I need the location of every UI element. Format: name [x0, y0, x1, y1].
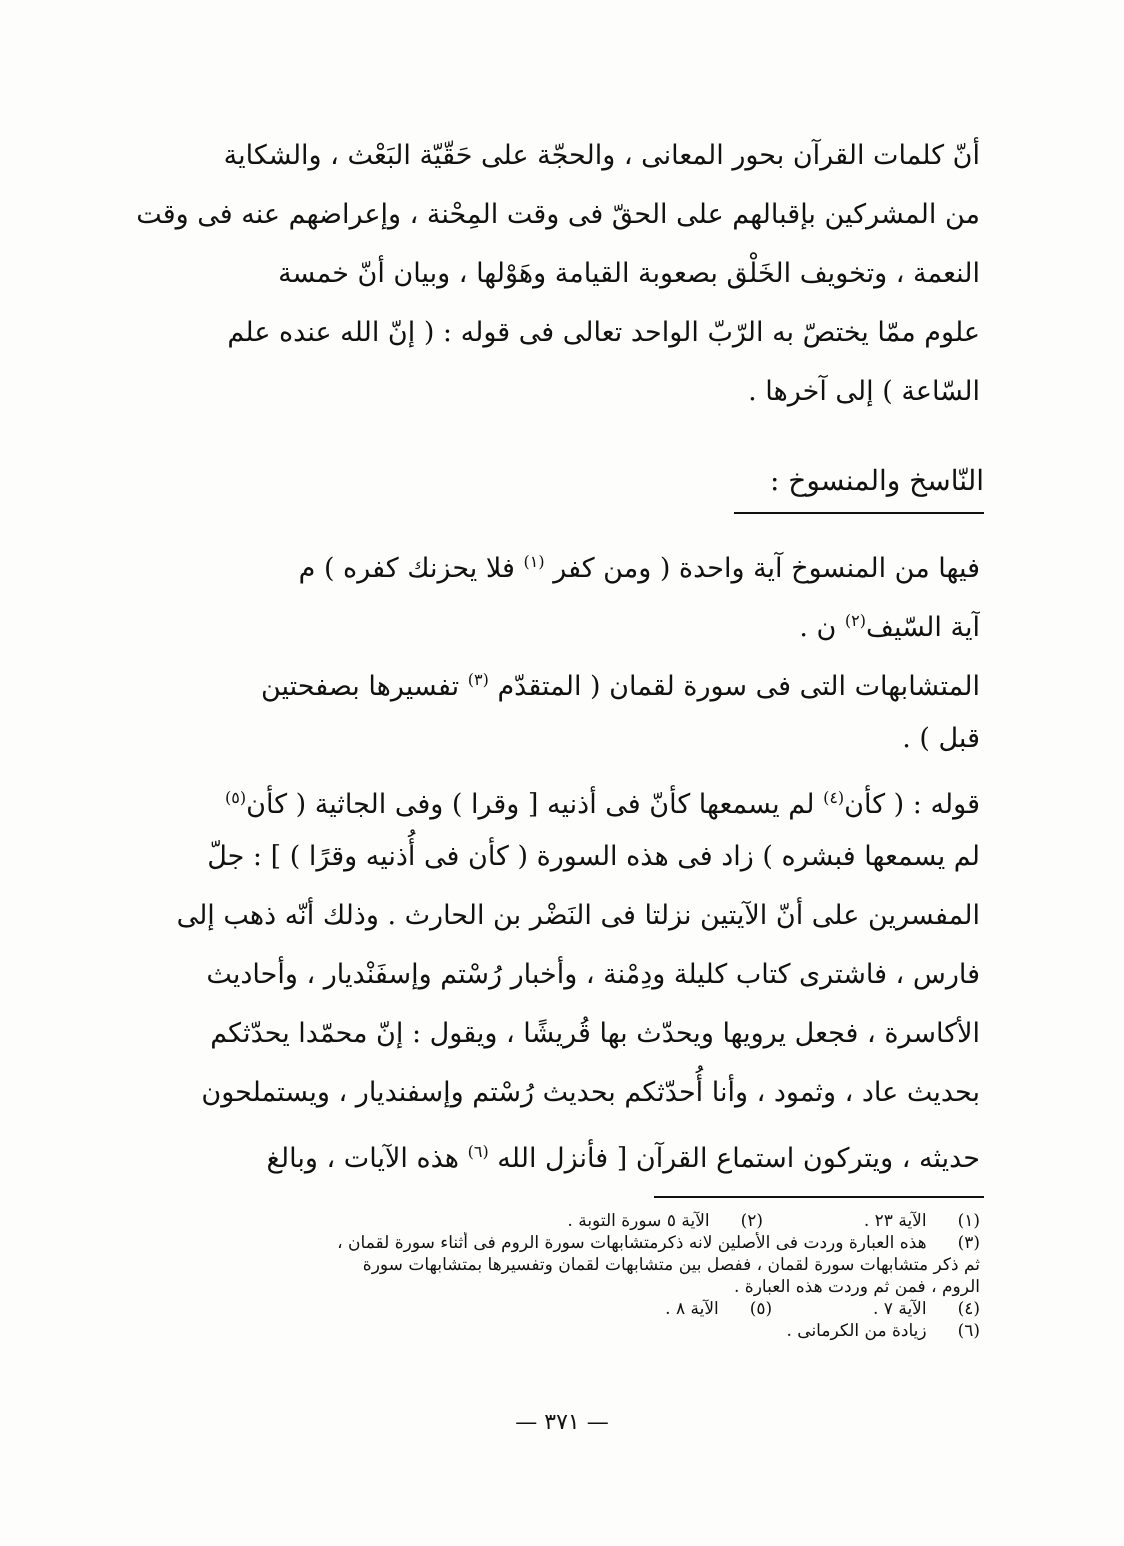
text-run: ن .: [799, 612, 837, 643]
footnote-number: (٣): [957, 1233, 980, 1253]
text-line: علوم ممّا يختصّ به الرّبّ الواحد تعالى فى قوله : ( إنّ الله عنده علم: [227, 317, 980, 348]
footnote-ref: (٥): [225, 788, 247, 807]
text-line: السّاعة ) إلى آخرها .: [748, 376, 980, 407]
text-run: هذه الآيات ، وبالغ: [266, 1143, 460, 1174]
footnote-number: (٥): [749, 1299, 773, 1319]
footnote-line: الروم ، فمن ثم وردت هذه العبارة .: [734, 1277, 980, 1297]
text-run: المتشابهات التى فى سورة لقمان ( المتقدّم: [497, 671, 980, 702]
text-line: قبل ) .: [902, 723, 980, 754]
text-run: لم يسمعها كأنّ فى أذنيه [ وقرا ) وفى الجاثية ( كأن: [246, 789, 815, 820]
footnote-line: [128, 1232, 980, 1254]
intro-paragraph: [128, 126, 980, 421]
qawluhu-paragraph: [128, 768, 980, 1181]
text-run: قوله : ( كأن: [844, 789, 980, 820]
text-line: الأكاسرة ، فجعل يرويها ويحدّث بها قُريشًا ، ويقول : إنّ محمّدا يحدّثكم: [210, 1018, 980, 1049]
text-line: النعمة ، وتخويف الخَلْق بصعوبة القيامة وهَوْلها ، وبيان أنّ خمسة: [278, 258, 980, 289]
footnote-line: ثم ذكر متشابهات سورة لقمان ، ففصل بين متشابهات لقمان وتفسيرها بمتشابهات سورة: [362, 1255, 980, 1275]
footnote-ref: (١): [523, 552, 545, 571]
text-line: [128, 768, 980, 827]
text-line: [128, 591, 980, 650]
footnotes: [128, 1210, 980, 1342]
footnote-text: الآية ٧ .: [872, 1299, 927, 1319]
page-number: — ٣٧١ —: [515, 1410, 609, 1435]
text-line: أنّ كلمات القرآن بحور المعانى ، والحجّة على حَقّيّة البَعْث ، والشكاية: [223, 140, 980, 171]
footnote-number: (١): [957, 1211, 980, 1231]
text-line: [128, 1122, 980, 1181]
text-line: لم يسمعها فبشره ) زاد فى هذه السورة ( كأن فى أُذنيه وقرًا ) ] : جلّ: [207, 841, 980, 872]
text-run: تفسيرها بصفحتين: [260, 671, 460, 702]
footnote-ref: (٦): [467, 1142, 489, 1161]
footnote-ref: (٣): [467, 670, 489, 689]
footnote-text: هذه العبارة وردت فى الأصلين لانه ذكرمتشابهات سورة الروم فى أثناء سورة لقمان ،: [337, 1233, 927, 1253]
mutashabihat-paragraph: [128, 650, 980, 768]
text-run: آية السّيف: [866, 612, 980, 643]
text-run: حديثه ، ويتركون استماع القرآن [ فأنزل الله: [497, 1143, 980, 1174]
text-run: فيها من المنسوخ آية واحدة ( ومن كفر: [553, 553, 980, 584]
text-line: فارس ، فاشترى كتاب كليلة ودِمْنة ، وأخبار رُسْتم وإسفَنْديار ، وأحاديث: [206, 959, 980, 990]
footnote-number: (٦): [957, 1321, 980, 1341]
section-heading: النّاسخ والمنسوخ :: [734, 456, 984, 514]
footnote-text: الآية ٨ .: [665, 1299, 719, 1319]
nasikh-paragraph: [128, 532, 980, 650]
footnote-number: (٤): [957, 1299, 980, 1319]
footnote-number: (٢): [740, 1211, 764, 1231]
footnote-ref: (٤): [823, 788, 845, 807]
text-line: المفسرين على أنّ الآيتين نزلتا فى النَضْر بن الحارث . وذلك أنّه ذهب إلى: [176, 900, 980, 931]
text-line: [128, 532, 980, 591]
text-run: فلا يحزنك كفره ) م: [298, 553, 515, 584]
text-line: بحديث عاد ، وثمود ، وأنا أُحدّثكم بحديث رُسْتم وإسفنديار ، ويستملحون: [201, 1077, 980, 1108]
text-line: [128, 650, 980, 709]
footnote-text: الآية ٢٣ .: [863, 1211, 927, 1231]
footnote-line: [128, 1320, 980, 1342]
footnote-text: الآية ٥ سورة التوبة .: [567, 1211, 710, 1231]
footnote-line: [128, 1298, 980, 1320]
footnote-divider: [654, 1196, 984, 1198]
text-line: من المشركين بإقبالهم على الحقّ فى وقت المِحْنة ، وإعراضهم عنه فى وقت: [136, 199, 980, 230]
footnote-ref: (٢): [844, 611, 866, 630]
footnote-text: زيادة من الكرمانى .: [786, 1321, 927, 1341]
footnote-line: [128, 1210, 980, 1232]
